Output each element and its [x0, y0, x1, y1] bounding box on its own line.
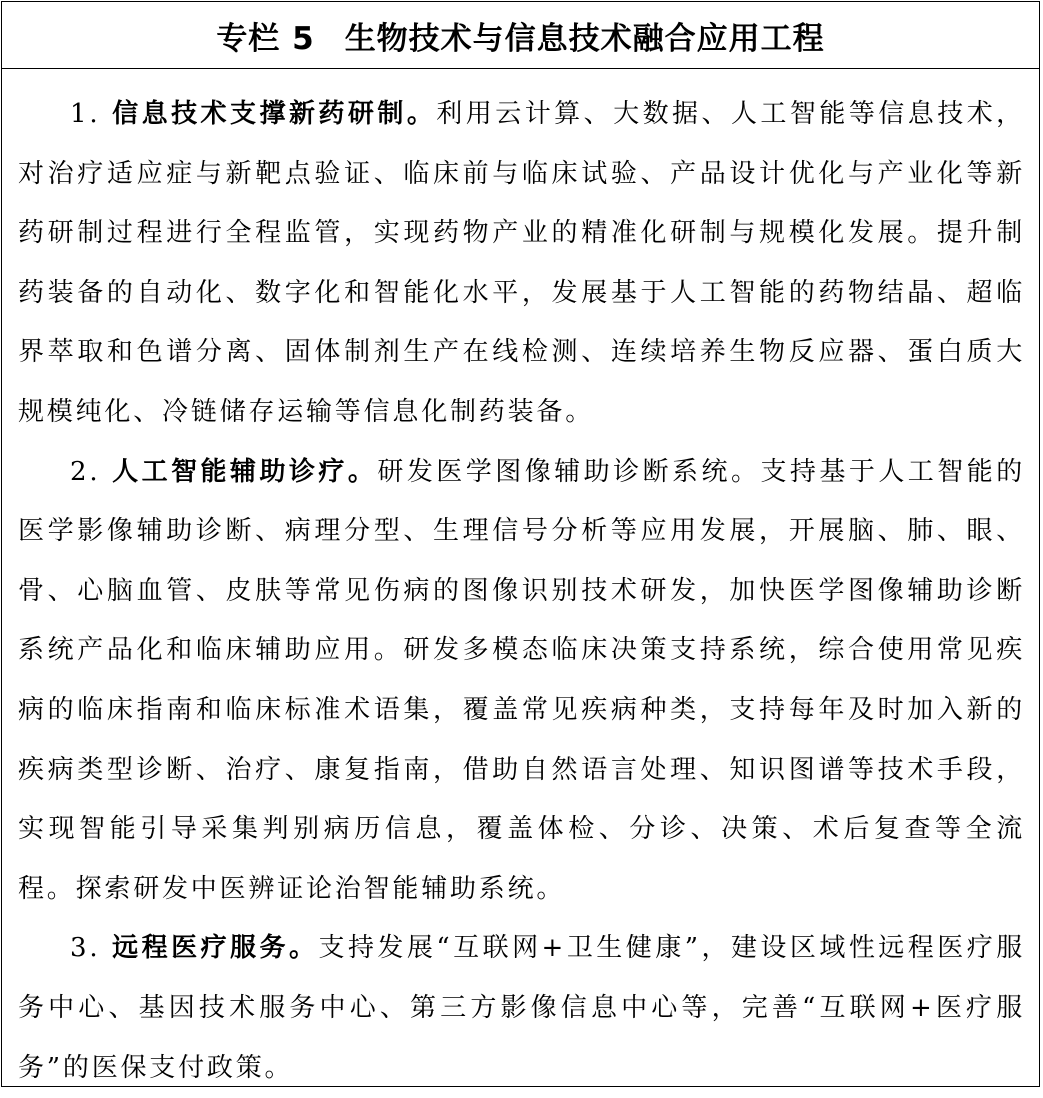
- paragraph-heading: 远程医疗服务。: [112, 933, 319, 964]
- paragraph-3: [18, 919, 1025, 1098]
- paragraph-2: [18, 443, 1025, 920]
- paragraph-body: 研发医学图像辅助诊断系统。支持基于人工智能的医学影像辅助诊断、病理分型、生理信号分析等应用发展，开展脑、肺、眼、骨、心脑血管、皮肤等常见伤病的图像识别技术研发，加快医学图像辅助诊断系统产品化和临床辅助应用。研发多模态临床决策支持系统，综合使用常见疾病的临床指南和临床标准术语集，覆盖常见疾病种类，支持每年及时加入新的疾病类型诊断、治疗、康复指南，借助自然语言处理、知识图谱等技术手段，实现智能引导采集判别病历信息，覆盖体检、分诊、决策、术后复查等全流程。探索研发中医辨证论治智能辅助系统。: [18, 456, 1025, 904]
- paragraph-body: 利用云计算、大数据、人工智能等信息技术，对治疗适应症与新靶点验证、临床前与临床试验、产品设计优化与产业化等新药研制过程进行全程监管，实现药物产业的精准化研制与规模化发展。提升制药装备的自动化、数字化和智能化水平，发展基于人工智能的药物结晶、超临界萃取和色谱分离、固体制剂生产在线检测、连续培养生物反应器、蛋白质大规模纯化、冷链储存运输等信息化制药装备。: [18, 99, 1025, 427]
- paragraph-body: 支持发展“互联网+卫生健康”，建设区域性远程医疗服务中心、基因技术服务中心、第三方影像信息中心等，完善“互联网+医疗服务”的医保支付政策。: [18, 933, 1025, 1083]
- paragraph-heading: 人工智能辅助诊疗。: [112, 456, 378, 487]
- paragraph-number: 2.: [70, 456, 101, 487]
- column-box: [1, 1, 1040, 1087]
- column-label: 专栏 5: [216, 20, 315, 57]
- paragraph-number: 1.: [70, 99, 101, 129]
- column-title-text: 生物技术与信息技术融合应用工程: [344, 20, 825, 57]
- column-title: [2, 2, 1039, 69]
- paragraph-1: [18, 85, 1025, 443]
- paragraph-heading: 信息技术支撑新药研制。: [112, 99, 437, 129]
- column-content: [2, 69, 1039, 1098]
- paragraph-number: 3.: [70, 933, 101, 964]
